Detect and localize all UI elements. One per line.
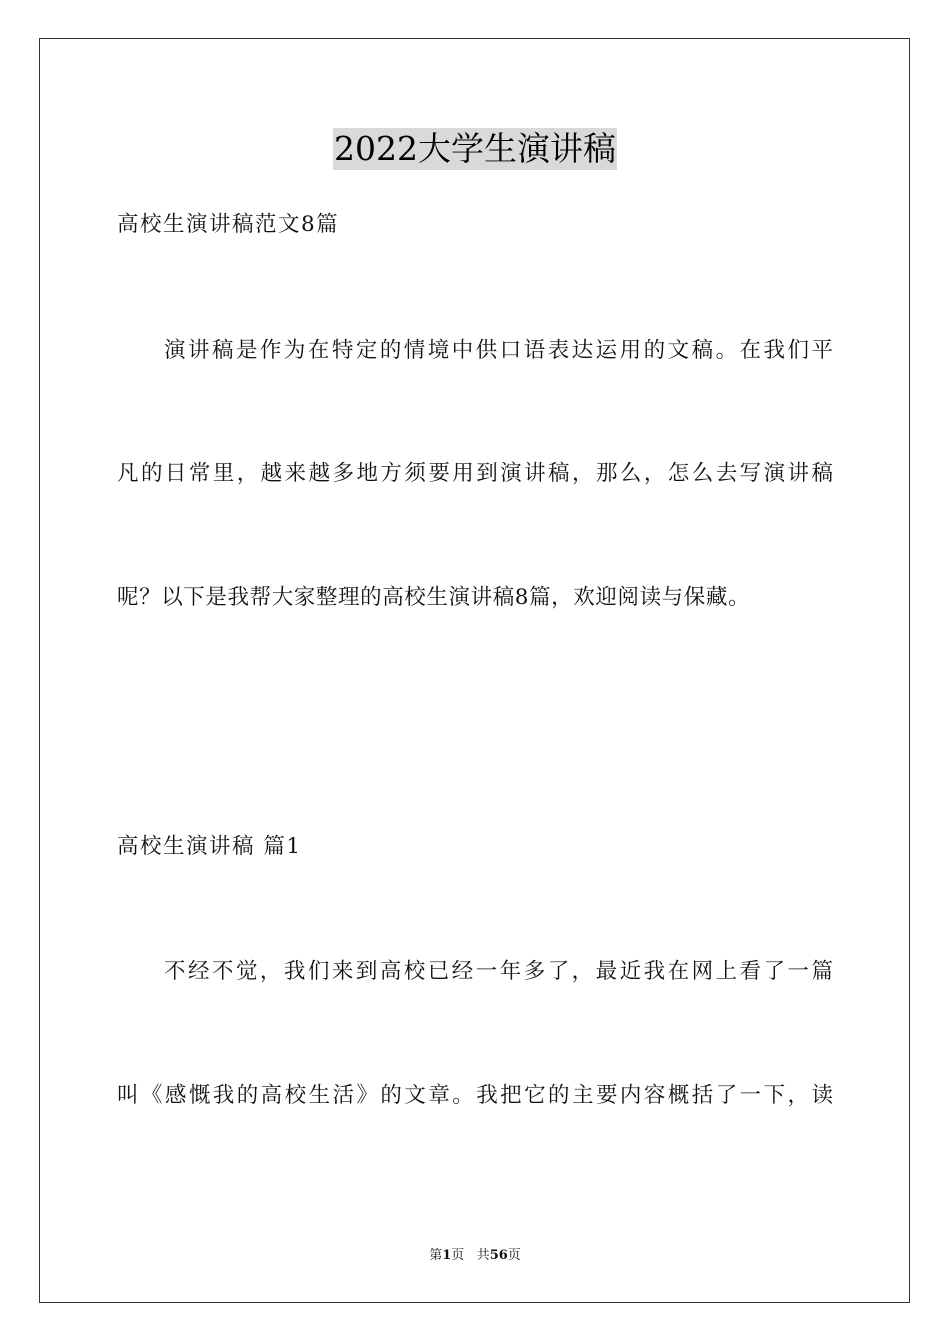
- footer-page-number: 1: [442, 1248, 452, 1263]
- title-wrap: [0, 128, 950, 170]
- footer-total-prefix: 共: [476, 1248, 490, 1263]
- intro-line-1: 演讲稿是作为在特定的情境中供口语表达运用的文稿。在我们平: [164, 338, 833, 363]
- document-subtitle: 高校生演讲稿范文8篇: [117, 212, 340, 237]
- section-line-2: 叫《感慨我的高校生活》的文章。我把它的主要内容概括了一下，读: [117, 1083, 833, 1108]
- document-title: 2022大学生演讲稿: [334, 129, 616, 168]
- page-footer: [0, 1247, 950, 1265]
- intro-line-2: 凡的日常里，越来越多地方须要用到演讲稿，那么，怎么去写演讲稿: [117, 461, 833, 486]
- intro-line-3: 呢？以下是我帮大家整理的高校生演讲稿8篇，欢迎阅读与保藏。: [117, 585, 751, 610]
- footer-total-pages: 56: [489, 1248, 508, 1263]
- section-heading: 高校生演讲稿 篇1: [117, 834, 302, 859]
- section-line-1: 不经不觉，我们来到高校已经一年多了，最近我在网上看了一篇: [164, 959, 833, 984]
- footer-page-prefix: 第: [429, 1248, 443, 1263]
- footer-page-suffix: 页: [451, 1248, 465, 1263]
- footer-total-suffix: 页: [507, 1248, 521, 1263]
